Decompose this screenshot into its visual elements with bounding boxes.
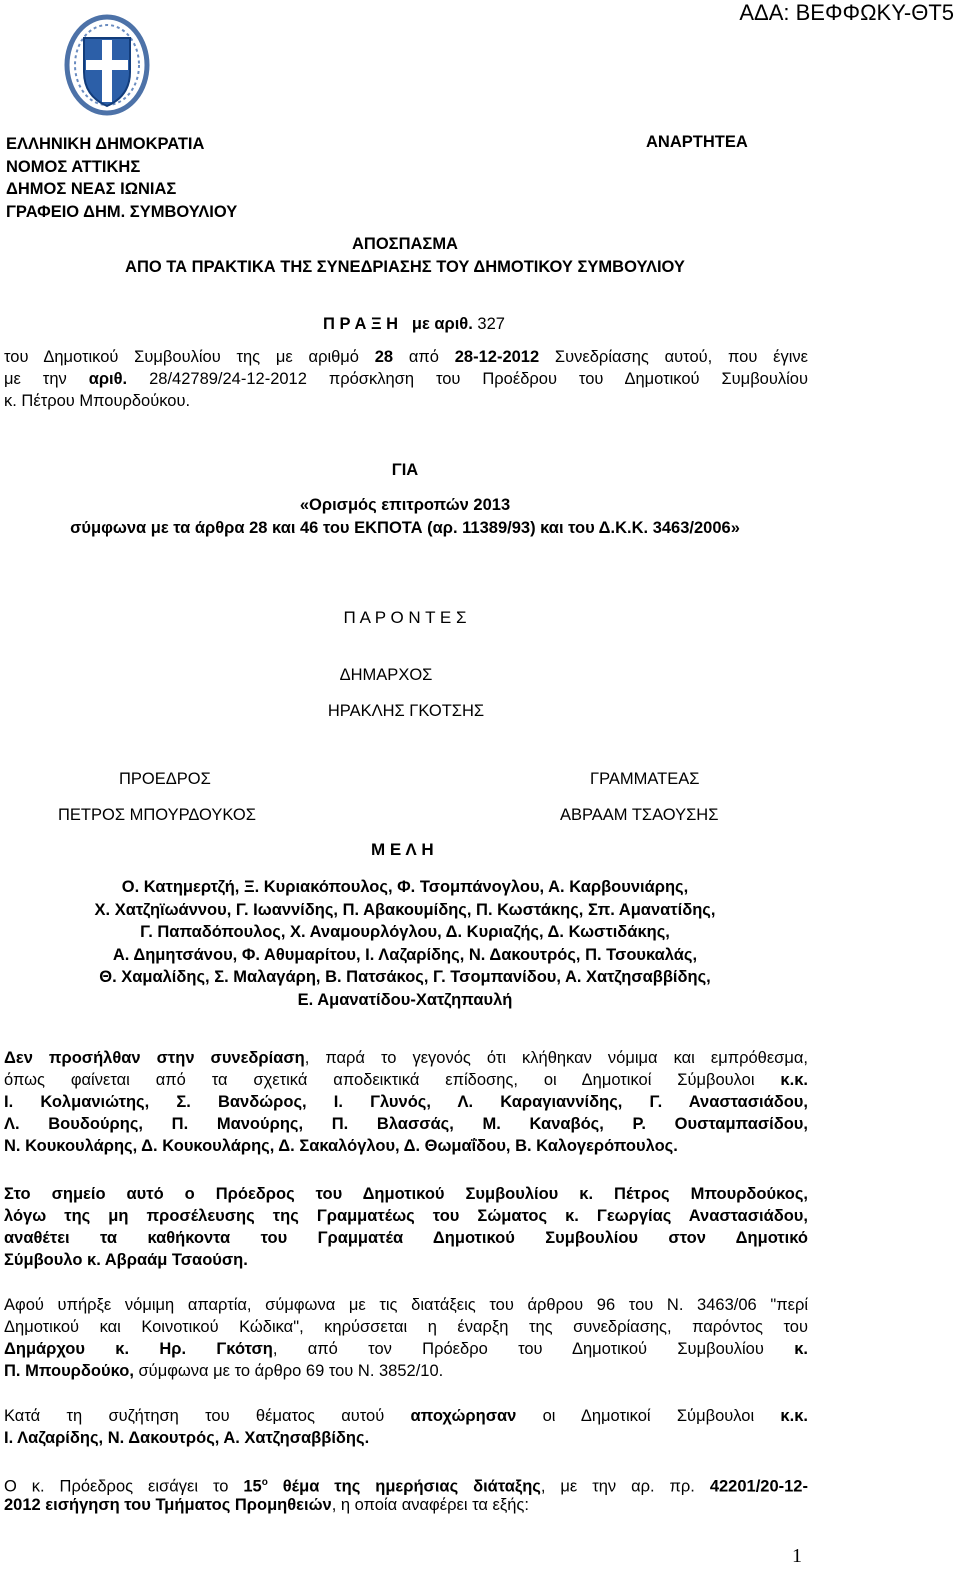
member-line: Α. Δημητσάνου, Φ. Αθυμαρίτου, Ι. Λαζαρίδης, Ν. Δακουτρός, Π. Τσουκαλάς, — [112, 945, 698, 964]
member-line: Ο. Κατημερτζή, Ξ. Κυριακόπουλος, Φ. Τσομπάνογλου, Α. Καρβουνιάρης, — [121, 878, 689, 896]
decision-number — [323, 315, 505, 334]
secretary-line: λόγω της μη προσέλευσης της Γραμματέως του Σώματος κ. Γεωργίας Αναστασιάδου, — [4, 1207, 808, 1225]
president-name: ΠΕΤΡΟΣ ΜΠΟΥΡΔΟΥΚΟΣ — [58, 806, 256, 824]
mayor-name: ΗΡΑΚΛΗΣ ΓΚΟΤΣΗΣ — [327, 702, 485, 720]
secretary-title: ΓΡΑΜΜΑΤΕΑΣ — [590, 770, 700, 788]
intro-line: με την αριθ. 28/42789/24-12-2012 πρόσκληση του Προέδρου του Δημοτικού Συμβουλίου — [4, 370, 809, 388]
intro-paragraph — [4, 346, 808, 412]
subject-legal-basis: σύμφωνα με τα άρθρα 28 και 46 του ΕΚΠΟΤΑ (αρ. 11389/93) και του Δ.Κ.Κ. 3463/2006» — [70, 519, 740, 537]
present-heading: Π Α Ρ Ο Ν Τ Ε Σ — [343, 608, 467, 627]
members-list — [0, 876, 810, 1012]
mayor-title: ΔΗΜΑΡΧΟΣ — [339, 666, 433, 684]
absent-line: Ν. Κουκουλάρης, Δ. Κουκουλάρης, Δ. Σακαλόγλου, Δ. Θωμαΐδου, Β. Καλογερόπουλος. — [4, 1137, 678, 1155]
secretary-line: αναθέτει τα καθήκοντα του Γραμματέα Δημοτικού Συμβουλίου στον Δημοτικό — [4, 1229, 808, 1247]
quorum-line: Δημοτικού και Κοινοτικού Κώδικα", κηρύσσεται η έναρξη της συνεδρίασης, παρόντος του — [4, 1318, 808, 1336]
topic-paragraph — [4, 1472, 808, 1516]
member-line: Χ. Χατζηϊωάννου, Γ. Ιωαννίδης, Π. Αβακουμίδης, Π. Κωστάκης, Σπ. Αμανατίδης, — [94, 900, 716, 919]
ada-code: ΑΔΑ: ΒΕΦΦΩΚΥ-ΘΤ5 — [739, 0, 954, 25]
absent-line: Ι. Κολμανιώτης, Σ. Βανδώρος, Ι. Γλυνός, Λ. Καραγιαννίδης, Γ. Αναστασιάδου, — [4, 1093, 808, 1111]
withdraw-paragraph — [4, 1405, 808, 1449]
withdraw-line: Κατά τη συζήτηση του θέματος αυτού αποχώρησαν οι Δημοτικοί Σύμβουλοι κ.κ. — [4, 1407, 808, 1425]
document-subtitle: ΑΠΟ ΤΑ ΠΡΑΚΤΙΚΑ ΤΗΣ ΣΥΝΕΔΡΙΑΣΗΣ ΤΟΥ ΔΗΜΟΤΙΚΟΥ ΣΥΜΒΟΥΛΙΟΥ — [125, 258, 685, 276]
absent-line: Δεν προσήλθαν στην συνεδρίαση, παρά το γεγονός ότι κλήθηκαν νόμιμα και εμπρόθεσμα, — [4, 1049, 808, 1067]
secretary-assignment-paragraph — [4, 1183, 808, 1271]
issuer-line: ΝΟΜΟΣ ΑΤΤΙΚΗΣ — [6, 157, 141, 176]
secretary-line: Στο σημείο αυτό ο Πρόεδρος του Δημοτικού Συμβουλίου κ. Πέτρος Μπουρδούκος, — [4, 1185, 808, 1203]
secretary-name: ΑΒΡΑΑΜ ΤΣΑΟΥΣΗΣ — [560, 806, 719, 824]
absent-line: Λ. Βουδούρης, Π. Μανούρης, Π. Βλασσάς, Μ. Καναβός, Ρ. Ουσταμπασίδου, — [4, 1115, 808, 1133]
absent-line: όπως φαίνεται από τα σχετικά αποδεικτικά επίδοσης, οι Δημοτικοί Σύμβουλοι κ.κ. — [4, 1071, 808, 1089]
decision-number-value: 327 — [477, 315, 505, 333]
greek-emblem-icon — [62, 10, 152, 120]
issuer-line: ΕΛΛΗΝΙΚΗ ΔΗΜΟΚΡΑΤΙΑ — [6, 135, 205, 153]
subject-for: ΓΙΑ — [391, 461, 419, 479]
posting-label: ΑΝΑΡΤΗΤΕΑ — [646, 133, 748, 151]
issuer-line: ΔΗΜΟΣ ΝΕΑΣ ΙΩΝΙΑΣ — [6, 180, 177, 198]
member-line: Ε. Αμανατίδου-Χατζηπαυλή — [297, 990, 513, 1009]
withdraw-line: Ι. Λαζαρίδης, Ν. Δακουτρός, Α. Χατζησαββίδης. — [4, 1429, 370, 1447]
member-line: Γ. Παπαδόπουλος, Χ. Αναμουρλόγλου, Δ. Κυριαζής, Δ. Κωστιδάκης, — [140, 923, 670, 942]
quorum-line: Αφού υπήρξε νόμιμη απαρτία, σύμφωνα με τις διατάξεις του άρθρου 96 του Ν. 3463/06 "περί — [4, 1296, 808, 1314]
intro-line: του Δημοτικού Συμβουλίου της με αριθμό 28 από 28-12-2012 Συνεδρίασης αυτού, που έγινε — [4, 348, 808, 366]
intro-line: κ. Πέτρου Μπουρδούκου. — [4, 392, 191, 410]
absent-paragraph — [4, 1047, 808, 1157]
topic-line: Ο κ. Πρόεδρος εισάγει το $15^o$ θέμα της ημερήσιας διάταξης, με την αρ. πρ. 42201/20-12- — [4, 1477, 808, 1496]
members-heading: Μ Ε Λ Η — [371, 840, 434, 859]
member-line: Θ. Χαμαλίδης, Σ. Μαλαγάρη, Β. Πατσάκος, Γ. Τσομπανίδου, Α. Χατζησαββίδης, — [99, 968, 711, 987]
quorum-paragraph — [4, 1294, 808, 1382]
issuer-block — [6, 133, 237, 223]
quorum-line: Δημάρχου κ. Ηρ. Γκότση, από τον Πρόεδρο του Δημοτικού Συμβουλίου κ. — [4, 1340, 808, 1358]
president-title: ΠΡΟΕΔΡΟΣ — [119, 770, 211, 788]
document-title: ΑΠΟΣΠΑΣΜΑ — [352, 235, 458, 253]
secretary-line: Σύμβουλο κ. Αβραάμ Τσαούση. — [4, 1251, 248, 1269]
decision-label: Π Ρ Α Ξ Η με αριθ. — [323, 315, 473, 333]
page-number: 1 — [792, 1545, 802, 1567]
subject-title: «Ορισμός επιτροπών 2013 — [299, 496, 511, 514]
topic-line: 2012 εισήγηση του Τμήματος Προμηθειών, η οποία αναφέρει τα εξής: — [4, 1496, 529, 1514]
issuer-line: ΓΡΑΦΕΙΟ ΔΗΜ. ΣΥΜΒΟΥΛΙΟΥ — [6, 202, 238, 221]
quorum-line: Π. Μπουρδούκο, σύμφωνα με το άρθρο 69 του Ν. 3852/10. — [4, 1362, 444, 1380]
